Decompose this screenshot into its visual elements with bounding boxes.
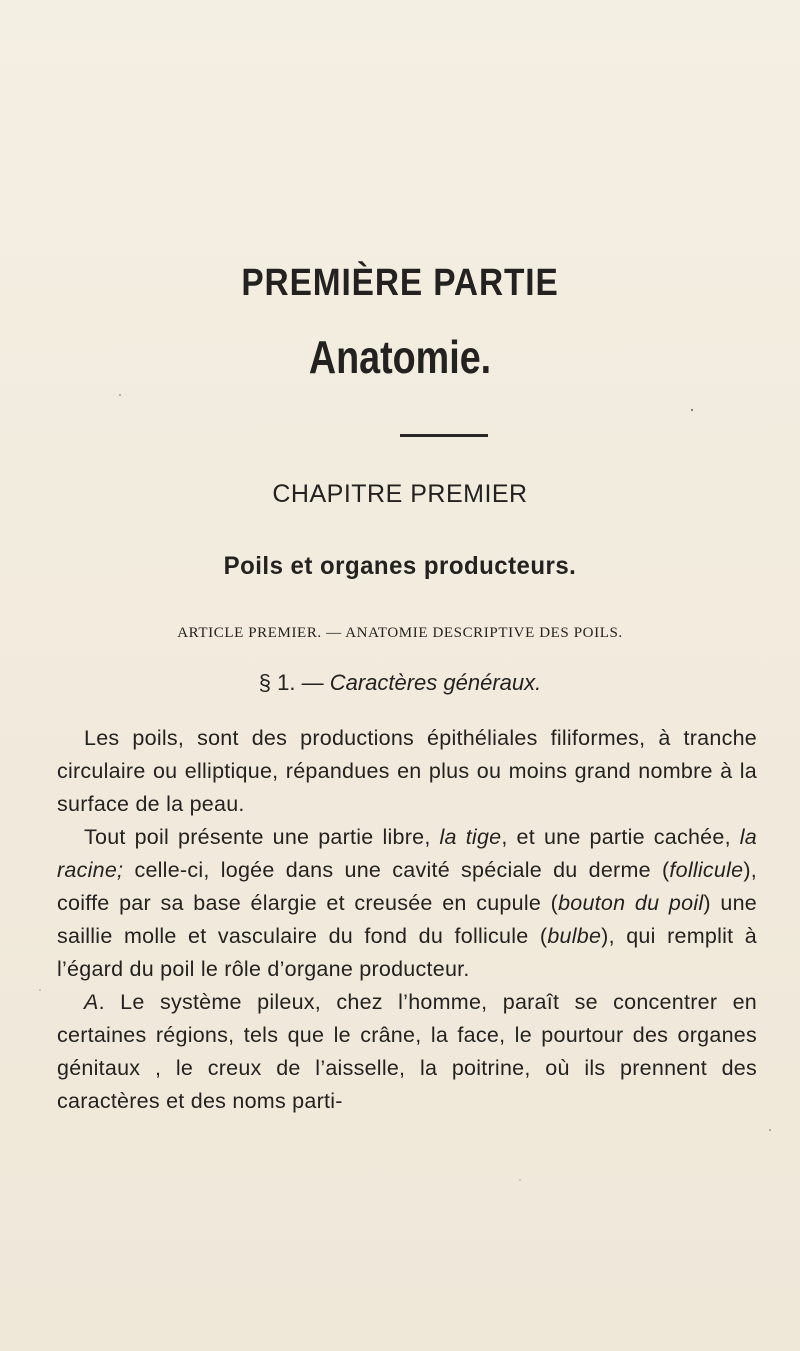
section-number: 1. [277,670,296,695]
text-run: . Le système pileux, chez l’homme, paraît se concentrer en certaines régions, tels que le crâne, la face, le pourtour des organes génitaux , le creux de l’aisselle, la poitrine, où ils prennent des caractères et des noms parti- [57,990,757,1113]
section-dash: — [301,670,324,695]
section-title: Caractères généraux. [329,670,542,695]
emphasis-term: bouton du poil [558,891,704,915]
chapter-heading: CHAPITRE PREMIER [272,480,528,508]
article-heading: ARTICLE PREMIER. — ANATOMIE DESCRIPTIVE DES POILS. [177,625,623,641]
section-symbol: § [258,670,271,695]
emphasis-term: la racine; [57,825,757,882]
emphasis-term: bulbe [547,924,602,948]
text-run: , et une partie cachée, [501,825,740,849]
emphasis-term: la tige [439,825,502,849]
text-run: celle-ci, logée dans une cavité spéciale du derme ( [123,858,670,882]
text-run: ) une saillie molle et vasculaire du fond du follicule ( [57,891,757,948]
paragraph-1: Les poils, sont des productions épithéliales filiformes, à tranche circulaire ou elliptique, répandues en plus ou moins grand nombre à la surface de la peau. [57,726,757,816]
chapter-subtitle: Poils et organes producteurs. [223,552,577,580]
part-title: PREMIÈRE PARTIE [241,262,559,304]
emphasis-term: follicule [669,858,744,882]
section-heading-anatomie: Anatomie. [308,331,492,383]
text-run: ), qui remplit à l’égard du poil le rôle d’organe producteur. [57,924,757,981]
text-run: Tout poil présente une partie libre, [84,825,440,849]
paragraph-marker: A [84,990,99,1014]
text-run: ), coiffe par sa base élargie et creusée en cupule ( [57,858,757,915]
